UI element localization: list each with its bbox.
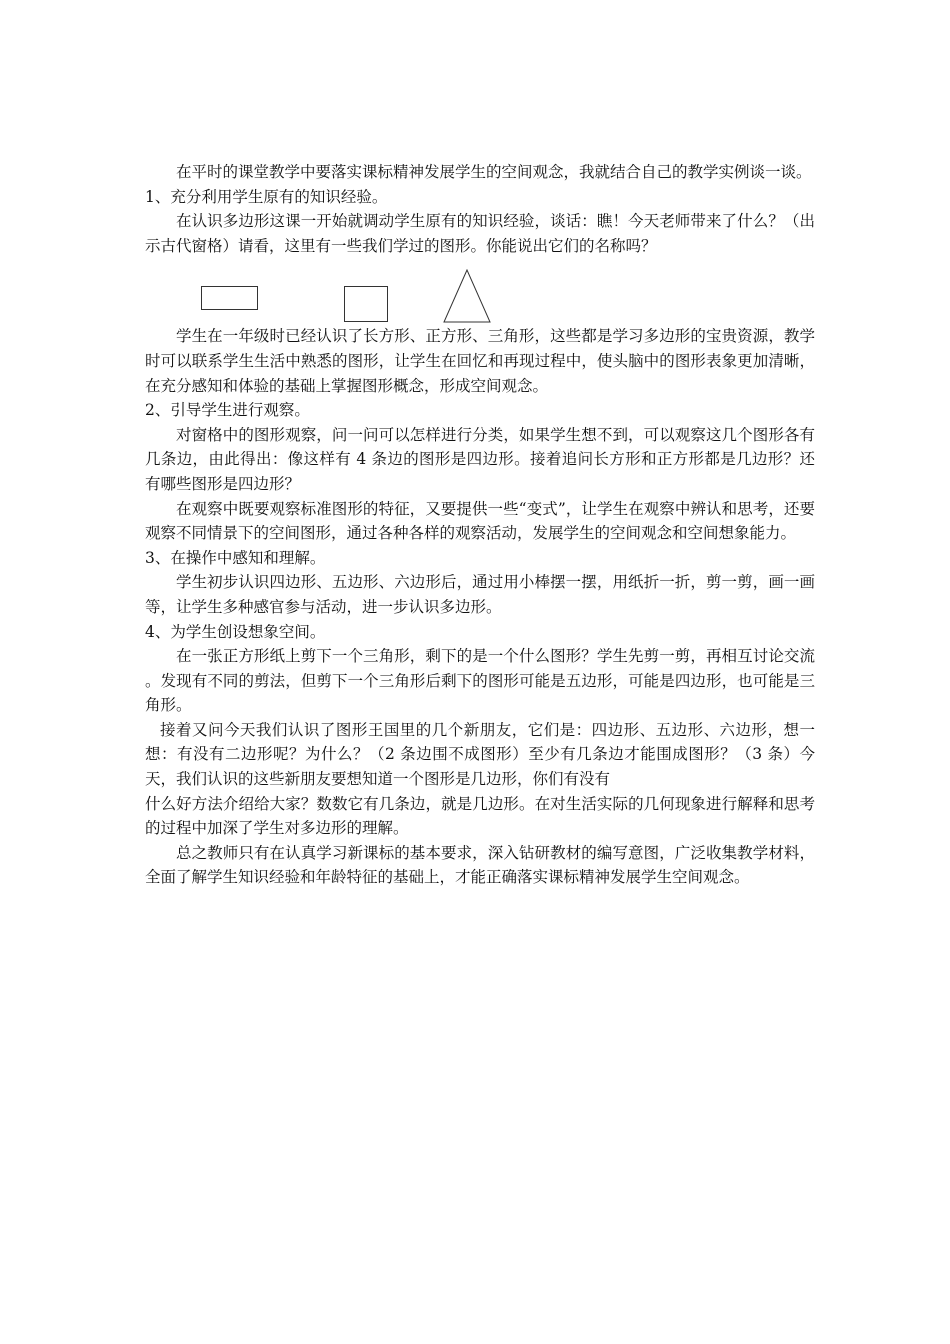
paragraph-variants: 在观察中既要观察标准图形的特征，又要提供一些“变式”，让学生在观察中辨认和思考，还要观察不同情景下的空间图形，通过各种各样的观察活动，发展学生的空间观念和空间想象能力。 [145,499,815,543]
shapes-figure [145,258,815,322]
paragraph-new-friends-part1: 接着又问今天我们认识了图形王国里的几个新朋友，它们是：四边形、五边形、六边形，想一想：有没有二边形呢？为什么？（2 条边围不成图形）至少有几条边才能围成图形？（3 条）今天，我们认识的这些新朋友要想知道一个图形是几边形，你们有没有 [145,720,815,789]
section-heading-2: 2、引导学生进行观察。 [145,401,310,420]
triangle-shape [443,269,491,323]
intro-paragraph: 在平时的课堂教学中要落实课标精神发展学生的空间观念，我就结合自己的教学实例谈一谈。 [176,163,812,181]
rectangle-shape [201,286,258,310]
document-body [145,160,815,890]
paragraph-hands-on: 学生初步认识四边形、五边形、六边形后，通过用小棒摆一摆，用纸折一折，剪一剪，画一画等，让学生多种感官参与活动，进一步认识多边形。 [145,573,815,616]
conclusion-paragraph: 总之教师只有在认真学习新课标的基本要求，深入钻研教材的编写意图，广泛收集教学材料，全面了解学生知识经验和年龄特征的基础上，才能正确落实课标精神发展学生空间观念。 [145,843,815,887]
section-heading-3: 3、在操作中感知和理解。 [145,548,326,567]
paragraph-prior-knowledge: 学生在一年级时已经认识了长方形、正方形、三角形，这些都是学习多边形的宝贵资源，教学时可以联系学生生活中熟悉的图形，让学生在回忆和再现过程中，使头脑中的图形表象更加清晰，在充分感知和体验的基础上掌握图形概念，形成空间观念。 [145,327,815,395]
paragraph-cut-square: 在一张正方形纸上剪下一个三角形，剩下的是一个什么图形？学生先剪一剪，再相互讨论交流 。发现有不同的剪法，但剪下一个三角形后剩下的图形可能是五边形，可能是四边形，也可能是三角形。 [145,647,815,715]
paragraph-window-lattice: 在认识多边形这课一开始就调动学生原有的知识经验，谈话：瞧！今天老师带来了什么？（出示古代窗格）请看，这里有一些我们学过的图形。你能说出它们的名称吗？ [145,212,815,255]
square-shape [344,286,388,322]
section-heading-4: 4、为学生创设想象空间。 [145,622,326,641]
paragraph-observe-classify: 对窗格中的图形观察，问一问可以怎样进行分类，如果学生想不到，可以观察这几个图形各有几条边，由此得出：像这样有 4 条边的图形是四边形。接着追问长方形和正方形都是几边形？还有哪些图形是四边形？ [145,425,815,493]
paragraph-new-friends-part2: 什么好方法介绍给大家？数数它有几条边，就是几边形。在对生活实际的几何现象进行解释和思考的过程中加深了学生对多边形的理解。 [145,794,815,838]
section-heading-1: 1、充分利用学生原有的知识经验。 [145,187,388,206]
